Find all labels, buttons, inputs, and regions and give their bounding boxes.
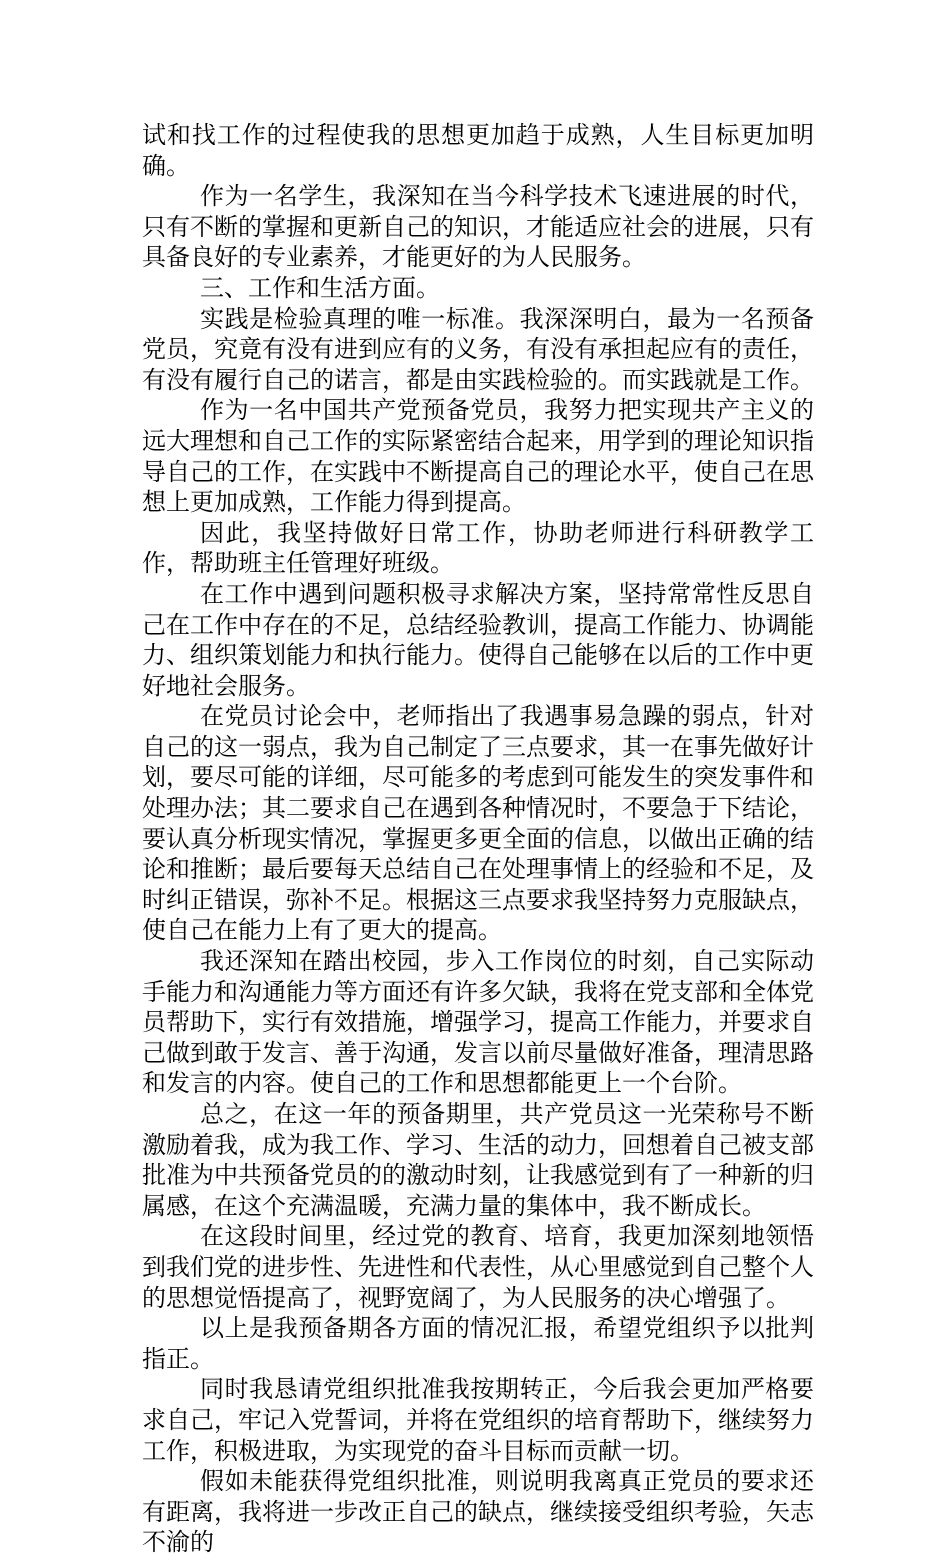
paragraph-11: 在这段时间里，经过党的教育、培育，我更加深刻地领悟到我们党的进步性、先进性和代表性，从心里感觉到自己整个人的思想觉悟提高了，视野宽阔了，为人民服务的决心增强了。 — [142, 1222, 814, 1312]
paragraph-6: 因此，我坚持做好日常工作，协助老师进行科研教学工作，帮助班主任管理好班级。 — [142, 518, 814, 578]
paragraph-5: 作为一名中国共产党预备党员，我努力把实现共产主义的远大理想和自己工作的实际紧密结合起来，用学到的理论知识指导自己的工作，在实践中不断提高自己的理论水平，使自己在思想上更加成熟，工作能力得到提高。 — [142, 396, 814, 517]
paragraph-10: 总之，在这一年的预备期里，共产党员这一光荣称号不断激励着我，成为我工作、学习、生活的动力，回想着自己被支部批准为中共预备党员的的激动时刻，让我感觉到有了一种新的归属感，在这个充满温暖，充满力量的集体中，我不断成长。 — [142, 1100, 814, 1220]
paragraph-9: 我还深知在踏出校园，步入工作岗位的时刻，自己实际动手能力和沟通能力等方面还有许多欠缺，我将在党支部和全体党员帮助下，实行有效措施，增强学习，提高工作能力，并要求自己做到敢于发言、善于沟通，发言以前尽量做好准备，理清思路和发言的内容。使自己的工作和思想都能更上一个台阶。 — [142, 947, 814, 1098]
section-heading-work-life: 三、工作和生活方面。 — [200, 273, 440, 302]
paragraph-12: 以上是我预备期各方面的情况汇报，希望党组织予以批判指正。 — [142, 1314, 814, 1373]
paragraph-7: 在工作中遇到问题积极寻求解决方案，坚持常常性反思自己在工作中存在的不足，总结经验教训，提高工作能力、协调能力、组织策划能力和执行能力。使得自己能够在以后的工作中更好地社会服务。 — [142, 579, 814, 700]
document-body — [142, 120, 814, 1558]
paragraph-4: 实践是检验真理的唯一标准。我深深明白，最为一名预备党员，究竟有没有进到应有的义务，有没有承担起应有的责任，有没有履行自己的诺言，都是由实践检验的。而实践就是工作。 — [142, 304, 814, 394]
paragraph-14: 假如未能获得党组织批准，则说明我离真正党员的要求还有距离，我将进一步改正自己的缺点，继续接受组织考验，矢志不渝的 — [142, 1467, 814, 1557]
paragraph-8: 在党员讨论会中，老师指出了我遇事易急躁的弱点，针对自己的这一弱点，我为自己制定了三点要求，其一在事先做好计划，要尽可能的详细，尽可能多的考虑到可能发生的突发事件和处理办法；其二要求自己在遇到各种情况时，不要急于下结论，要认真分析现实情况，掌握更多更全面的信息，以做出正确的结论和推断；最后要每天总结自己在处理事情上的经验和不足，及时纠正错误，弥补不足。根据这三点要求我坚持努力克服缺点，使自己在能力上有了更大的提高。 — [142, 702, 814, 945]
paragraph-2: 作为一名学生，我深知在当今科学技术飞速进展的时代，只有不断的掌握和更新自己的知识，才能适应社会的进展，只有具备良好的专业素养，才能更好的为人民服务。 — [142, 182, 814, 272]
paragraph-1: 试和找工作的过程使我的思想更加趋于成熟，人生目标更加明确。 — [142, 121, 814, 180]
paragraph-13: 同时我恳请党组织批准我按期转正，今后我会更加严格要求自己，牢记入党誓词，并将在党组织的培育帮助下，继续努力工作，积极进取，为实现党的奋斗目标而贡献一切。 — [142, 1375, 814, 1465]
